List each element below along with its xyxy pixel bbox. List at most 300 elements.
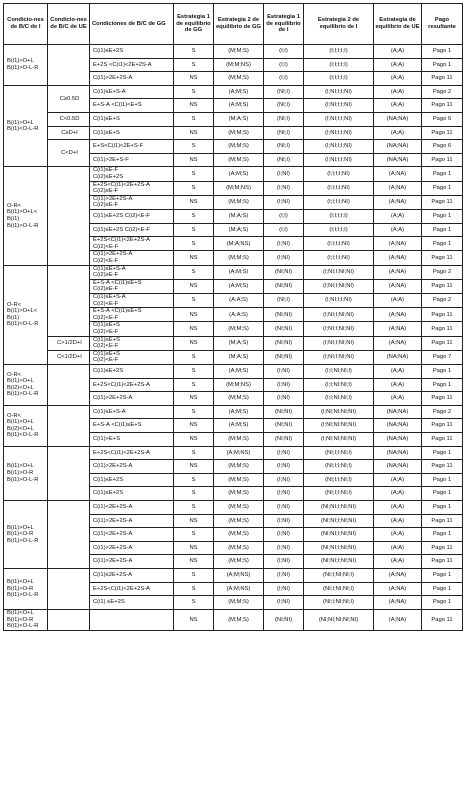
cell-cond-gg: C(i1)<2E+2S-A xyxy=(90,528,174,542)
cell-strategy1-gg: S xyxy=(174,378,214,392)
cell-payoff: Pago 11 xyxy=(422,392,463,406)
cell-strategy1-i: (NI;NI) xyxy=(264,433,304,447)
cell-strategy1-i: (I;NI) xyxy=(264,514,304,528)
cell-payoff: Pago 1 xyxy=(422,364,463,378)
cell-payoff: Pago 1 xyxy=(422,181,463,195)
cell-strategy2-gg: (M;M;S) xyxy=(214,153,264,167)
cell-strategy-ue: (A;NA) xyxy=(374,596,422,610)
cell-cond-gg: E+2S<C(i1)<2E+2S-A C(i2)≥E-F xyxy=(90,181,174,195)
cell-strategy1-gg: S xyxy=(174,265,214,279)
table-row xyxy=(4,336,463,350)
cell-strategy2-i: (NI;NI;I;NI;NI) xyxy=(304,501,374,515)
cell-strategy2-i: (I;NI;I;NI;NI) xyxy=(304,350,374,364)
cell-strategy2-i: (I;NI;I;NI;NI) xyxy=(304,265,374,279)
cell-strategy-ue: (A;A) xyxy=(374,126,422,140)
cell-strategy2-gg: (A;M;S) xyxy=(214,279,264,293)
cell-strategy2-i: (NI;NI;I;NI;NI) xyxy=(304,514,374,528)
cell-strategy-ue: (A;A) xyxy=(374,541,422,555)
cell-strategy1-gg: S xyxy=(174,58,214,72)
cell-cond-gg: C(i1)>2E+2S-A xyxy=(90,392,174,406)
cell-payoff: Pago 2 xyxy=(422,294,463,308)
cell-strategy1-i: (NI;NI) xyxy=(264,350,304,364)
cell-strategy1-i: (NI;I) xyxy=(264,126,304,140)
cell-cond-ue xyxy=(48,265,90,336)
cell-strategy1-gg: S xyxy=(174,181,214,195)
cell-payoff: Pago 6 xyxy=(422,113,463,127)
cell-strategy-ue: (A;A) xyxy=(374,514,422,528)
cell-strategy1-gg: S xyxy=(174,45,214,59)
cell-strategy1-i: (NI;I) xyxy=(264,140,304,154)
cell-strategy1-gg: NS xyxy=(174,279,214,293)
cell-payoff: Pago 11 xyxy=(422,609,463,630)
cell-strategy1-gg: NS xyxy=(174,460,214,474)
cell-strategy1-i: (I;NI) xyxy=(264,364,304,378)
cell-strategy1-gg: S xyxy=(174,364,214,378)
cell-strategy2-gg: (M;A;S) xyxy=(214,336,264,350)
cell-strategy1-i: (I;NI) xyxy=(264,501,304,515)
cell-payoff: Pago 11 xyxy=(422,308,463,322)
cell-strategy2-gg: (A;A;S) xyxy=(214,308,264,322)
cell-payoff: Pago 1 xyxy=(422,446,463,460)
cell-cond-gg: C(i1)≥E+S C(i2)>E-F xyxy=(90,322,174,336)
cell-strategy2-gg: (M;M;S) xyxy=(214,501,264,515)
cell-strategy2-gg: (A;M;S) xyxy=(214,405,264,419)
cell-payoff: Pago 11 xyxy=(422,514,463,528)
cell-strategy1-gg: NS xyxy=(174,433,214,447)
cell-strategy1-i: (NI;NI) xyxy=(264,336,304,350)
cell-cond-gg: C(i1)≤E+2S xyxy=(90,473,174,487)
cell-strategy2-i: (NI;NI;NI;NI;NI) xyxy=(304,609,374,630)
cell-strategy2-i: (I;I;I;I;I) xyxy=(304,223,374,237)
cell-payoff: Pago 11 xyxy=(422,336,463,350)
cell-cond-gg: C(i1)≤E+S-A xyxy=(90,405,174,419)
cell-strategy1-i: (NI;NI) xyxy=(264,279,304,293)
cell-cond-gg: C(i1)≤E+2S C(i2)<E-F xyxy=(90,210,174,224)
cell-strategy2-i: (I;NI;I;NI;NI) xyxy=(304,322,374,336)
cell-strategy2-gg: (M;M;NS) xyxy=(214,181,264,195)
cell-strategy2-gg: (A;M;NS) xyxy=(214,582,264,596)
table-row xyxy=(4,140,463,154)
cell-cond-i: O-R< B(i1)>O+L< B(i1) B(i1)<O-L-R xyxy=(4,265,48,364)
cell-strategy1-gg: S xyxy=(174,446,214,460)
cell-strategy1-gg: S xyxy=(174,501,214,515)
cell-cond-i: B(i1)>O+L B(i1)<O-L-R xyxy=(4,85,48,167)
cell-strategy2-gg: (A;M;S) xyxy=(214,167,264,181)
cell-strategy2-gg: (M;M;S) xyxy=(214,72,264,86)
cell-payoff: Pago 2 xyxy=(422,405,463,419)
cell-strategy1-gg: NS xyxy=(174,195,214,209)
cell-strategy1-gg: NS xyxy=(174,555,214,569)
cell-payoff: Pago 6 xyxy=(422,140,463,154)
cell-cond-gg: C(i1)≤E+S-A C(i2)≥E-F xyxy=(90,265,174,279)
cell-strategy1-gg: NS xyxy=(174,609,214,630)
cell-strategy2-i: (I;I;NI;NI;I) xyxy=(304,364,374,378)
cell-cond-ue: C>1/2D+I xyxy=(48,336,90,350)
cell-cond-gg: C(i1)≤2E+2S-A xyxy=(90,569,174,583)
cell-strategy1-gg: S xyxy=(174,140,214,154)
table-row xyxy=(4,609,463,630)
cell-payoff: Pago 11 xyxy=(422,541,463,555)
cell-strategy1-gg: NS xyxy=(174,419,214,433)
cell-strategy1-i: (NI;I) xyxy=(264,85,304,99)
cell-strategy1-gg: NS xyxy=(174,99,214,113)
cell-cond-gg: C(i1)>2E+2S-A C(i2)<E-F xyxy=(90,251,174,265)
cell-strategy2-i: (NI;I;NI;NI;I) xyxy=(304,582,374,596)
cell-strategy2-i: (I;I;I;I;NI) xyxy=(304,167,374,181)
cell-cond-i: B(i1)<O+L B(i1)>O-R B(i1)>O-L-R xyxy=(4,569,48,610)
cell-strategy-ue: (A;NA) xyxy=(374,609,422,630)
cell-strategy-ue: (NA;NA) xyxy=(374,350,422,364)
cell-strategy1-i: (I;NI) xyxy=(264,392,304,406)
cell-strategy2-i: (NI;I;I;NI;I) xyxy=(304,446,374,460)
cell-strategy-ue: (A;A) xyxy=(374,45,422,59)
cell-strategy-ue: (A;A) xyxy=(374,99,422,113)
table-row xyxy=(4,265,463,279)
cell-strategy2-gg: (M;M;S) xyxy=(214,528,264,542)
header-strategy1-i: Estrategia 1 de equilibrio de I xyxy=(264,4,304,45)
cell-strategy-ue: (A;NA) xyxy=(374,181,422,195)
cell-cond-gg: C(i1)≤E-F C(i2)≤E+2S xyxy=(90,167,174,181)
cell-cond-ue: C≥0.5D xyxy=(48,85,90,112)
cell-strategy2-gg: (A;M;NS) xyxy=(214,446,264,460)
cell-cond-gg: C(i1)≤E+2S C(i2)<E-F xyxy=(90,223,174,237)
cell-payoff: Pago 1 xyxy=(422,473,463,487)
cell-strategy-ue: (A;NA) xyxy=(374,167,422,181)
cell-strategy2-gg: (M;M;S) xyxy=(214,251,264,265)
cell-cond-gg: C(i1)≥E+S C(i2)<E-F xyxy=(90,350,174,364)
cell-strategy2-i: (I;NI;NI;NI;NI) xyxy=(304,433,374,447)
cell-cond-gg: E+2S <C(i1)<2E+2S-A xyxy=(90,58,174,72)
cell-payoff: Pago 1 xyxy=(422,58,463,72)
cell-payoff: Pago 1 xyxy=(422,210,463,224)
cell-strategy1-i: (NI;NI) xyxy=(264,405,304,419)
cell-payoff: Pago 11 xyxy=(422,251,463,265)
cell-strategy2-gg: (M;M;S) xyxy=(214,541,264,555)
cell-strategy1-gg: NS xyxy=(174,514,214,528)
cell-strategy1-gg: NS xyxy=(174,308,214,322)
cell-payoff: Pago 1 xyxy=(422,237,463,251)
cell-strategy-ue: (NA;NA) xyxy=(374,446,422,460)
cell-cond-gg: E+S-A <C(i1)≤E+S C(i2)<E-F xyxy=(90,308,174,322)
cell-payoff: Pago 11 xyxy=(422,555,463,569)
cell-cond-ue xyxy=(48,609,90,630)
cell-cond-gg: C(i1)>2E+2S-A C(i2)≥E-F xyxy=(90,195,174,209)
cell-cond-gg: C(i1)>2E+2S-A xyxy=(90,460,174,474)
table-header-row xyxy=(4,4,463,45)
cell-strategy-ue: (NA;NA) xyxy=(374,113,422,127)
cell-strategy2-i: (NI;NI;I;NI;NI) xyxy=(304,541,374,555)
cell-strategy2-gg: (M;A;S) xyxy=(214,223,264,237)
cell-payoff: Pago 11 xyxy=(422,153,463,167)
cell-strategy2-gg: (M;M;S) xyxy=(214,392,264,406)
cell-strategy1-i: (NI;NI) xyxy=(264,609,304,630)
cell-cond-gg: C(i1)>2E+S-F xyxy=(90,153,174,167)
cell-strategy-ue: (A;A) xyxy=(374,501,422,515)
cell-strategy1-gg: NS xyxy=(174,72,214,86)
cell-strategy2-gg: (A;A;S) xyxy=(214,294,264,308)
table-row xyxy=(4,405,463,419)
cell-cond-i: B(i1)>O+L B(i1)>O-L-R xyxy=(4,45,48,86)
cell-strategy1-gg: S xyxy=(174,569,214,583)
cell-strategy-ue: (A;NA) xyxy=(374,322,422,336)
cell-strategy-ue: (A;NA) xyxy=(374,279,422,293)
cell-strategy2-gg: (M;A;S) xyxy=(214,113,264,127)
cell-cond-ue xyxy=(48,446,90,500)
cell-strategy-ue: (A;A) xyxy=(374,223,422,237)
header-payoff: Pago resultante xyxy=(422,4,463,45)
cell-strategy-ue: (A;NA) xyxy=(374,308,422,322)
cell-strategy2-i: (I;I;I;I;I) xyxy=(304,58,374,72)
table-row xyxy=(4,113,463,127)
cell-strategy2-gg: (M;A;S) xyxy=(214,350,264,364)
cell-strategy-ue: (A;A) xyxy=(374,528,422,542)
cell-strategy1-gg: S xyxy=(174,294,214,308)
cell-strategy-ue: (NA;NA) xyxy=(374,405,422,419)
cell-payoff: Pago 1 xyxy=(422,582,463,596)
cell-payoff: Pago 11 xyxy=(422,279,463,293)
cell-cond-gg: C(i1)≥E+S xyxy=(90,126,174,140)
cell-payoff: Pago 1 xyxy=(422,596,463,610)
cell-payoff: Pago 11 xyxy=(422,433,463,447)
cell-cond-gg: E+2S<C(i1)<2E+2S-A xyxy=(90,446,174,460)
cell-cond-gg: E+S<C(i1)<2E+S-F xyxy=(90,140,174,154)
table-row xyxy=(4,569,463,583)
cell-strategy1-i: (I;NI) xyxy=(264,195,304,209)
cell-strategy1-i: (NI;NI) xyxy=(264,308,304,322)
cell-strategy2-gg: (A;M;S) xyxy=(214,99,264,113)
cell-strategy1-gg: S xyxy=(174,350,214,364)
cell-strategy-ue: (A;A) xyxy=(374,473,422,487)
cell-cond-gg: E+S-A <C(i1)<E+S xyxy=(90,99,174,113)
cell-strategy2-gg: (M;M;NS) xyxy=(214,58,264,72)
cell-strategy1-i: (I;NI) xyxy=(264,555,304,569)
cell-cond-i: O-R< B(i1)>O+L B(i2)<O+L B(i1)<O-L-R xyxy=(4,405,48,446)
cell-payoff: Pago 11 xyxy=(422,126,463,140)
cell-cond-ue xyxy=(48,45,90,86)
cell-strategy-ue: (NA;NA) xyxy=(374,433,422,447)
table-row xyxy=(4,350,463,364)
cell-cond-gg: E+2S<C(i1)<2E+2S-A xyxy=(90,378,174,392)
cell-strategy2-gg: (M;M;S) xyxy=(214,126,264,140)
cell-strategy1-i: (NI;I) xyxy=(264,99,304,113)
cell-cond-gg: C(i1)≤E+S-A xyxy=(90,85,174,99)
cell-strategy-ue: (A;A) xyxy=(374,85,422,99)
cell-strategy1-i: (I;I) xyxy=(264,210,304,224)
cell-strategy1-gg: S xyxy=(174,210,214,224)
cell-strategy2-i: (I;NI;I;I;NI) xyxy=(304,85,374,99)
cell-cond-i: B(i1)>O+L B(i1)<O-R B(i1)>O-L-R xyxy=(4,501,48,569)
equilibrium-table xyxy=(3,3,463,631)
cell-strategy-ue: (A;NA) xyxy=(374,195,422,209)
cell-strategy-ue: (A;NA) xyxy=(374,237,422,251)
cell-cond-gg: C(i1)>2E+2S-A xyxy=(90,541,174,555)
cell-strategy-ue: (A;A) xyxy=(374,294,422,308)
cell-strategy-ue: (A;NA) xyxy=(374,336,422,350)
cell-strategy1-i: (I;NI) xyxy=(264,251,304,265)
cell-strategy1-i: (NI;I) xyxy=(264,113,304,127)
cell-strategy2-i: (I;NI;NI;NI;NI) xyxy=(304,405,374,419)
cell-strategy-ue: (A;NA) xyxy=(374,251,422,265)
table-body xyxy=(4,45,463,631)
cell-strategy1-i: (I;NI) xyxy=(264,473,304,487)
header-strategy2-gg: Estrategia 2 de equilibrio de GG xyxy=(214,4,264,45)
cell-strategy1-gg: S xyxy=(174,405,214,419)
cell-strategy1-gg: S xyxy=(174,528,214,542)
cell-strategy2-gg: (A;M;S) xyxy=(214,85,264,99)
cell-strategy2-gg: (M;M;S) xyxy=(214,555,264,569)
cell-strategy2-i: (I;NI;I;I;NI) xyxy=(304,99,374,113)
cell-strategy-ue: (A;A) xyxy=(374,58,422,72)
cell-strategy2-gg: (A;M;S) xyxy=(214,265,264,279)
cell-cond-i: O-R< B(i1)>O+L B(i2)<O+L B(i1)>O-L-R xyxy=(4,364,48,405)
cell-strategy2-i: (I;NI;I;NI;NI) xyxy=(304,308,374,322)
cell-strategy2-gg: (M;M;S) xyxy=(214,433,264,447)
cell-strategy1-gg: NS xyxy=(174,336,214,350)
cell-strategy2-gg: (M;M;S) xyxy=(214,45,264,59)
cell-strategy2-gg: (M;A;S) xyxy=(214,210,264,224)
cell-strategy1-gg: S xyxy=(174,596,214,610)
cell-strategy2-i: (NI;I;NI;NI;I) xyxy=(304,569,374,583)
cell-strategy1-i: (I;NI) xyxy=(264,237,304,251)
cell-payoff: Pago 11 xyxy=(422,322,463,336)
cell-payoff: Pago 2 xyxy=(422,265,463,279)
cell-strategy-ue: (A;A) xyxy=(374,210,422,224)
cell-payoff: Pago 1 xyxy=(422,167,463,181)
header-bc-gg: Condiciones de B/C de GG xyxy=(90,4,174,45)
cell-strategy2-i: (I;NI;I;I;NI) xyxy=(304,126,374,140)
cell-cond-gg: E+S-A <C(i1)≤E+S xyxy=(90,419,174,433)
cell-payoff: Pago 2 xyxy=(422,85,463,99)
cell-strategy-ue: (A;A) xyxy=(374,72,422,86)
cell-strategy2-gg: (M;M;S) xyxy=(214,514,264,528)
cell-strategy2-i: (I;I;I;I;I) xyxy=(304,72,374,86)
cell-strategy2-gg: (M;M;S) xyxy=(214,487,264,501)
cell-cond-gg: C(i1)≤E+S-A C(i2)<E-F xyxy=(90,294,174,308)
cell-strategy2-gg: (M;M;S) xyxy=(214,322,264,336)
cell-payoff: Pago 11 xyxy=(422,419,463,433)
cell-strategy-ue: (NA;NA) xyxy=(374,419,422,433)
cell-strategy1-i: (NI;I) xyxy=(264,153,304,167)
cell-strategy1-i: (I;I) xyxy=(264,223,304,237)
cell-cond-ue xyxy=(48,405,90,446)
cell-strategy2-i: (I;NI;I;NI;NI) xyxy=(304,279,374,293)
cell-strategy1-i: (I;NI) xyxy=(264,582,304,596)
cell-strategy2-i: (I;I;NI;NI;I) xyxy=(304,378,374,392)
cell-strategy2-gg: (M;M;S) xyxy=(214,609,264,630)
header-bc-i: Condicio-nes de B/C de I xyxy=(4,4,48,45)
header-strategy1-gg: Estrategia 1 de equilibrio de GG xyxy=(174,4,214,45)
cell-strategy2-gg: (M;M;S) xyxy=(214,473,264,487)
cell-strategy1-gg: S xyxy=(174,237,214,251)
cell-strategy-ue: (A;NA) xyxy=(374,265,422,279)
cell-payoff: Pago 11 xyxy=(422,72,463,86)
cell-strategy2-i: (NI;I;NI;NI;I) xyxy=(304,596,374,610)
cell-strategy2-gg: (M;M;S) xyxy=(214,460,264,474)
cell-cond-ue: C<0.5D xyxy=(48,113,90,127)
table-row xyxy=(4,446,463,460)
cell-strategy1-i: (I;NI) xyxy=(264,569,304,583)
cell-strategy2-i: (I;NI;I;I;NI) xyxy=(304,294,374,308)
table-row xyxy=(4,167,463,181)
cell-strategy-ue: (A;A) xyxy=(374,555,422,569)
cell-strategy1-i: (I;NI) xyxy=(264,541,304,555)
cell-strategy1-i: (NI;NI) xyxy=(264,322,304,336)
cell-strategy2-gg: (A;M;NS) xyxy=(214,569,264,583)
cell-payoff: Pago 1 xyxy=(422,501,463,515)
cell-strategy1-i: (I;I) xyxy=(264,72,304,86)
cell-cond-i: B(i1)>O+L B(i1)>O-R B(i1)>O-L-R xyxy=(4,446,48,500)
cell-strategy2-i: (I;NI;NI;NI;NI) xyxy=(304,419,374,433)
cell-payoff: Pago 1 xyxy=(422,45,463,59)
cell-strategy2-gg: (A;M;S) xyxy=(214,419,264,433)
cell-cond-ue xyxy=(48,569,90,610)
cell-cond-i: B(i1)<O+L B(i1)<O-R B(i1)<O-L-R xyxy=(4,609,48,630)
cell-strategy2-gg: (M;M;S) xyxy=(214,140,264,154)
cell-strategy1-i: (NI;NI) xyxy=(264,419,304,433)
cell-strategy1-i: (NI;NI) xyxy=(264,265,304,279)
cell-cond-gg: C(i1)>2E+2S-A xyxy=(90,72,174,86)
header-strategy-ue: Estrategia de equilibrio de UE xyxy=(374,4,422,45)
cell-cond-gg: C(i1)>2E+2S-A xyxy=(90,514,174,528)
cell-cond-ue xyxy=(48,501,90,569)
cell-cond-ue xyxy=(48,167,90,265)
cell-strategy1-i: (I;NI) xyxy=(264,460,304,474)
cell-strategy-ue: (A;A) xyxy=(374,364,422,378)
cell-strategy2-gg: (M;A;NS) xyxy=(214,237,264,251)
cell-strategy2-gg: (M;M;NS) xyxy=(214,378,264,392)
cell-payoff: Pago 11 xyxy=(422,460,463,474)
cell-strategy1-i: (I;NI) xyxy=(264,167,304,181)
cell-strategy-ue: (NA;NA) xyxy=(374,153,422,167)
cell-cond-gg: C(i1)≥E+S C(i2)<E-F xyxy=(90,336,174,350)
table-row xyxy=(4,364,463,378)
cell-strategy1-i: (I;I) xyxy=(264,58,304,72)
table-row xyxy=(4,126,463,140)
cell-cond-gg: C(i1)≤E+2S xyxy=(90,364,174,378)
table-row xyxy=(4,501,463,515)
cell-strategy1-gg: S xyxy=(174,167,214,181)
document-page xyxy=(3,3,462,631)
cell-strategy1-gg: S xyxy=(174,582,214,596)
cell-cond-gg: C(i1)>E+S xyxy=(90,433,174,447)
cell-strategy1-gg: NS xyxy=(174,153,214,167)
cell-strategy-ue: (A;A) xyxy=(374,487,422,501)
cell-strategy1-gg: NS xyxy=(174,541,214,555)
cell-cond-gg: E+S-A <C(i1)≤E+S C(i2)≥E-F xyxy=(90,279,174,293)
cell-payoff: Pago 1 xyxy=(422,487,463,501)
cell-strategy1-i: (I;NI) xyxy=(264,528,304,542)
cell-strategy1-i: (I;NI) xyxy=(264,596,304,610)
cell-strategy2-i: (I;NI;I;I;NI) xyxy=(304,153,374,167)
cell-strategy1-gg: NS xyxy=(174,392,214,406)
cell-cond-gg xyxy=(90,609,174,630)
cell-payoff: Pago 1 xyxy=(422,378,463,392)
cell-cond-ue: C≥D+I xyxy=(48,126,90,140)
cell-strategy2-gg: (M;M;S) xyxy=(214,195,264,209)
cell-cond-i: O-R< B(i1)>O+L< B(i1) B(i1)>O-L-R xyxy=(4,167,48,265)
cell-strategy2-i: (NI;I;I;NI;I) xyxy=(304,487,374,501)
cell-cond-gg: E+2S<C(i1)<2E+2S-A xyxy=(90,582,174,596)
cell-strategy1-gg: NS xyxy=(174,126,214,140)
cell-strategy2-i: (I;NI;I;I;NI) xyxy=(304,113,374,127)
cell-cond-gg: C(i1)<2E+2S-A xyxy=(90,501,174,515)
cell-cond-ue xyxy=(48,364,90,405)
cell-strategy1-gg: NS xyxy=(174,251,214,265)
cell-strategy-ue: (NA;NA) xyxy=(374,460,422,474)
cell-strategy2-i: (NI;NI;I;NI;NI) xyxy=(304,528,374,542)
cell-cond-ue: C<D+I xyxy=(48,140,90,167)
cell-strategy1-gg: S xyxy=(174,487,214,501)
